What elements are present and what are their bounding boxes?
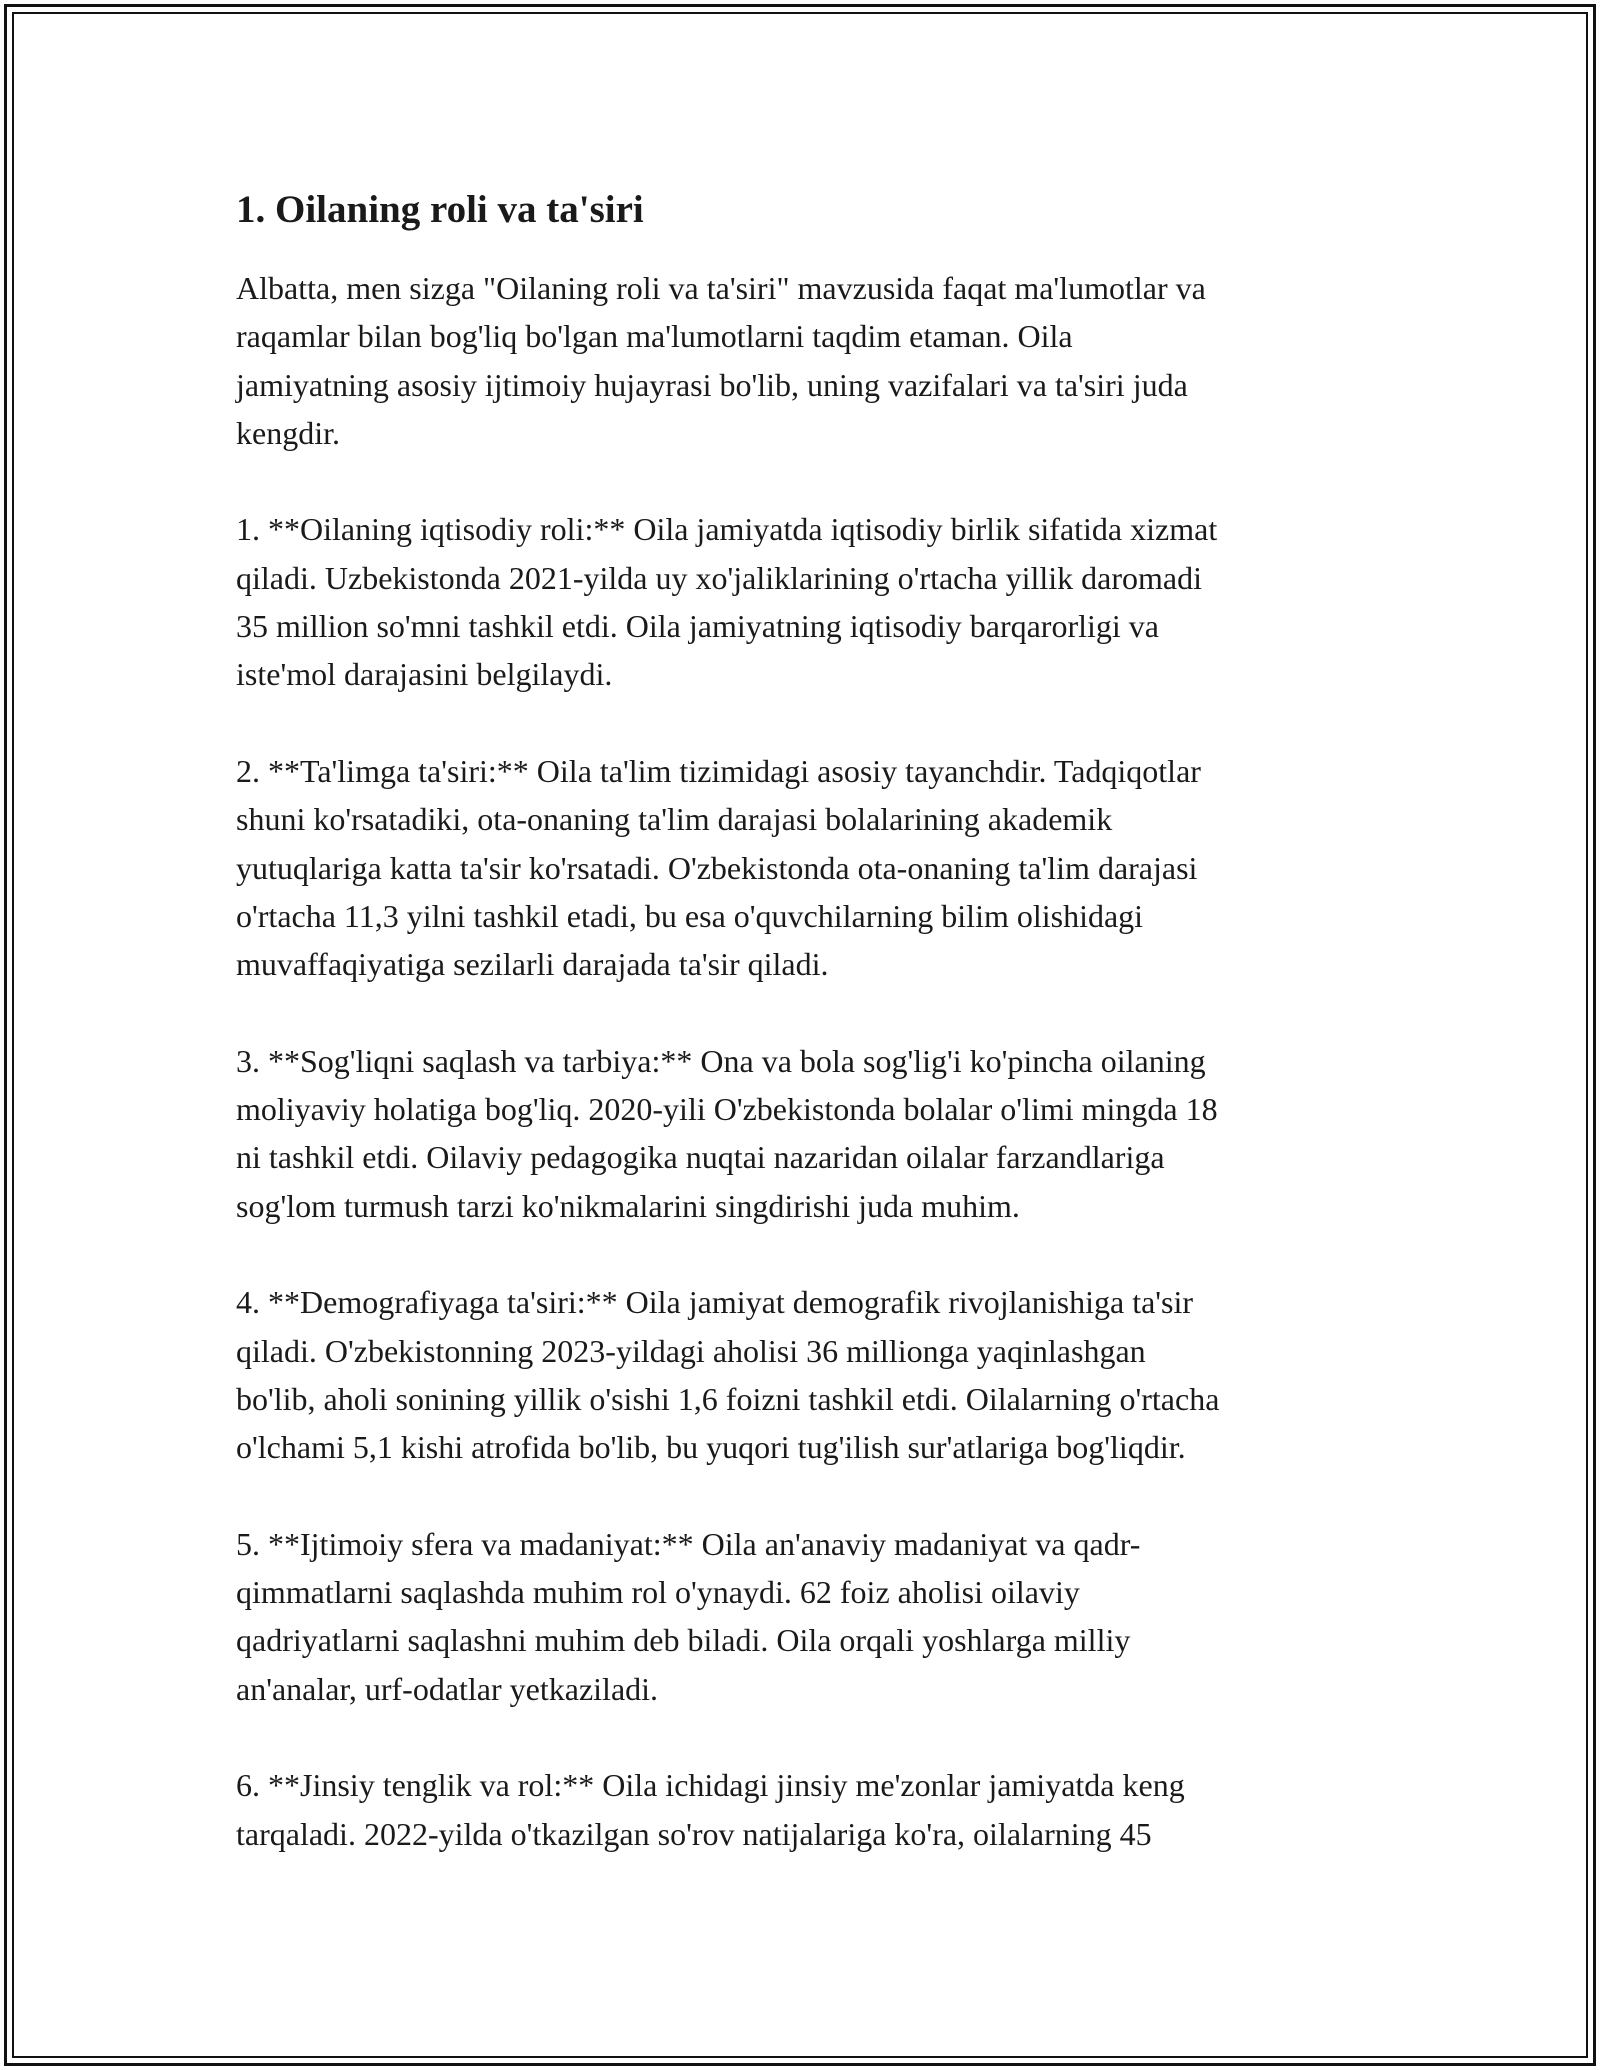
- text-line: kengdir.: [236, 414, 340, 451]
- text-line: shuni ko'rsatadiki, ota-onaning ta'lim darajasi bolalarining akademik: [236, 801, 1113, 838]
- document-title: 1. Oilaning roli va ta'siri: [236, 188, 644, 231]
- list-item-social-culture: [236, 1520, 1366, 1713]
- list-item-gender-role: [236, 1761, 1366, 1858]
- text-line: 5. **Ijtimoiy sfera va madaniyat:** Oila an'anaviy madaniyat va qadr-: [236, 1525, 1141, 1562]
- text-line: qiladi. O'zbekistonning 2023-yildagi aholisi 36 millionga yaqinlashgan: [236, 1332, 1146, 1369]
- text-line: qimmatlarni saqlashda muhim rol o'ynaydi. 62 foiz aholisi oilaviy: [236, 1574, 1080, 1611]
- text-line: sog'lom turmush tarzi ko'nikmalarini singdirishi juda muhim.: [236, 1187, 1020, 1224]
- text-line: ni tashkil etdi. Oilaviy pedagogika nuqtai nazaridan oilalar farzandlariga: [236, 1139, 1165, 1176]
- list-item-economic-role: [236, 505, 1366, 698]
- text-line: jamiyatning asosiy ijtimoiy hujayrasi bo'lib, uning vazifalari va ta'siri juda: [236, 366, 1188, 403]
- text-line: moliyaviy holatiga bog'liq. 2020-yili O'zbekistonda bolalar o'limi mingda 18: [236, 1091, 1218, 1128]
- text-line: iste'mol darajasini belgilaydi.: [236, 656, 613, 693]
- text-line: 3. **Sog'liqni saqlash va tarbiya:** Ona va bola sog'lig'i ko'pincha oilaning: [236, 1042, 1206, 1079]
- text-line: bo'lib, aholi sonining yillik o'sishi 1,6 foizni tashkil etdi. Oilalarning o'rtacha: [236, 1380, 1220, 1417]
- text-line: qadriyatlarni saqlashni muhim deb biladi. Oila orqali yoshlarga milliy: [236, 1622, 1131, 1659]
- text-line: qiladi. Uzbekistonda 2021-yilda uy xo'jaliklarining o'rtacha yillik daromadi: [236, 559, 1202, 596]
- text-line: muvaffaqiyatiga sezilarli darajada ta'sir qiladi.: [236, 946, 829, 983]
- text-line: yutuqlariga katta ta'sir ko'rsatadi. O'zbekistonda ota-onaning ta'lim darajasi: [236, 849, 1198, 886]
- text-line: o'lchami 5,1 kishi atrofida bo'lib, bu yuqori tug'ilish sur'atlariga bog'liqdir.: [236, 1429, 1186, 1466]
- list-item-health-upbringing: [236, 1037, 1366, 1230]
- text-line: an'analar, urf-odatlar yetkaziladi.: [236, 1670, 659, 1707]
- text-line: tarqaladi. 2022-yilda o'tkazilgan so'rov natijalariga ko'ra, oilalarning 45: [236, 1815, 1152, 1852]
- text-line: 2. **Ta'limga ta'siri:** Oila ta'lim tizimidagi asosiy tayanchdir. Tadqiqotlar: [236, 752, 1201, 789]
- text-line: Albatta, men sizga "Oilaning roli va ta'siri" mavzusida faqat ma'lumotlar va: [236, 270, 1206, 306]
- text-line: 35 million so'mni tashkil etdi. Oila jamiyatning iqtisodiy barqarorligi va: [236, 608, 1159, 645]
- intro-paragraph: [236, 264, 1366, 457]
- text-line: o'rtacha 11,3 yilni tashkil etadi, bu esa o'quvchilarning bilim olishidagi: [236, 897, 1144, 934]
- text-line: 6. **Jinsiy tenglik va rol:** Oila ichidagi jinsiy me'zonlar jamiyatda keng: [236, 1767, 1185, 1804]
- text-line: 1. **Oilaning iqtisodiy roli:** Oila jamiyatda iqtisodiy birlik sifatida xizmat: [236, 511, 1218, 548]
- list-item-demography: [236, 1278, 1366, 1471]
- text-line: raqamlar bilan bog'liq bo'lgan ma'lumotlarni taqdim etaman. Oila: [236, 318, 1073, 355]
- list-item-education-impact: [236, 747, 1366, 988]
- text-line: 4. **Demografiyaga ta'siri:** Oila jamiyat demografik rivojlanishiga ta'sir: [236, 1284, 1194, 1321]
- document-body: [236, 186, 1366, 1906]
